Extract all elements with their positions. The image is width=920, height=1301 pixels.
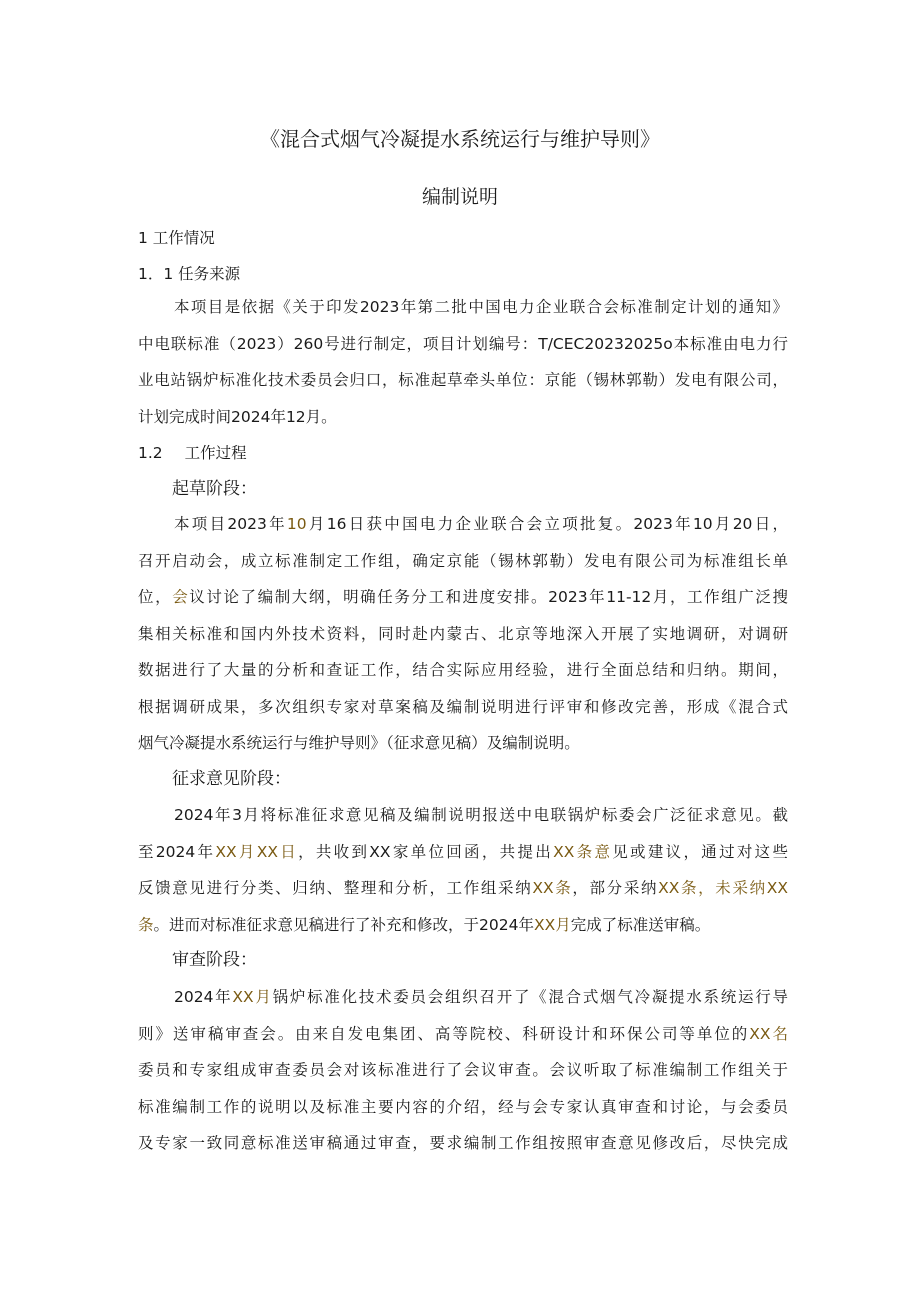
drafting-paragraph <box>138 506 788 762</box>
paragraph-line <box>138 579 788 616</box>
paragraph-line: 中电联标准（2023）260号进行制定，项目计划编号：T/CEC20232025o本标准由电力行 <box>138 334 788 353</box>
highlight-run: XX月XX日 <box>215 842 299 861</box>
highlight-run: XX条 <box>532 879 573 897</box>
paragraph-line <box>138 870 788 907</box>
task-source-paragraph <box>138 289 788 435</box>
consultation-paragraph <box>138 797 788 943</box>
text-run: 位， <box>138 588 173 606</box>
text-run: 完成了标准送审稿。 <box>570 915 711 934</box>
paragraph-line: 数据进行了大量的分析和查证工作，结合实际应用经验，进行全面总结和归纳。期间， <box>138 661 788 679</box>
paragraph-line: 委员和专家组成审查委员会对该标准进行了会议审查。会议听取了标准编制工作组关于 <box>138 1061 788 1079</box>
highlight-run: XX名 <box>749 1024 788 1043</box>
highlight-run: XX条，未采纳XX <box>658 879 788 897</box>
text-run: 至2024年 <box>138 842 216 861</box>
section-1-1-heading: 1．1 任务来源 <box>138 265 241 283</box>
text-run: ，共收到XX家单位回函，共提出 <box>298 842 554 861</box>
text-run: 反馈意见进行分类、归纳、整理和分析，工作组采纳 <box>138 879 533 897</box>
document-title: 《混合式烟气冷凝提水系统运行与维护导则》 <box>260 127 660 151</box>
paragraph-line: 业电站锅炉标准化技术委员会归口，标准起草牵头单位：京能（锡林郭勒）发电有限公司， <box>138 371 788 389</box>
text-run: 议讨论了编制大纲，明确任务分工和进度安排。2023年11-12月，工作组广泛搜 <box>189 588 788 606</box>
highlight-run: 条 <box>138 915 154 934</box>
paragraph-line: 烟气冷凝提水系统运行与维护导则》（征求意见稿）及编制说明。 <box>138 734 580 752</box>
consultation-stage-heading: 征求意见阶段： <box>172 769 291 789</box>
section-title: 工作过程 <box>184 444 247 462</box>
highlight-run: 会 <box>172 588 190 606</box>
highlight-run: XX月 <box>533 915 571 934</box>
paragraph-line: 根据调研成果，多次组织专家对草案稿及编制说明进行评审和修改完善，形成《混合式 <box>138 697 788 716</box>
text-run: 锅炉标准化技术委员会组织召开了《混合式烟气冷凝提水系统运行导 <box>272 988 788 1006</box>
paragraph-line: 召开启动会，成立标准制定工作组，确定京能（锡林郭勒）发电有限公司为标准组长单 <box>138 551 788 570</box>
text-run: 则》送审稿审查会。由来自发电集团、高等院校、科研设计和环保公司等单位的 <box>138 1024 750 1043</box>
paragraph-line <box>138 506 788 543</box>
paragraph-line <box>138 979 788 1016</box>
highlight-run: XX条意 <box>553 842 613 861</box>
paragraph-line <box>138 834 788 871</box>
text-run: 月16日获中国电力企业联合会立项批复。2023年10月20日， <box>306 515 788 533</box>
text-run: 。进而对标准征求意见稿进行了补充和修改，于2024年 <box>153 915 534 934</box>
review-paragraph <box>138 979 788 1162</box>
text-run: 见或建议，通过对这些 <box>612 842 788 861</box>
section-1-heading: 1 工作情况 <box>138 229 215 247</box>
highlight-run: 10 <box>286 515 307 533</box>
section-1-2-heading <box>138 441 247 465</box>
paragraph-line: 本项目是依据《关于印发2023年第二批中国电力企业联合会标准制定计划的通知》 <box>174 298 788 316</box>
text-run: ，部分采纳 <box>572 879 659 897</box>
section-number: 1.2 <box>138 444 163 462</box>
paragraph-line: 计划完成时间2024年12月。 <box>138 407 337 426</box>
drafting-stage-heading: 起草阶段： <box>172 479 257 499</box>
paragraph-line <box>138 907 788 944</box>
text-run: 本项目2023年 <box>174 515 287 533</box>
paragraph-line: 标准编制工作的说明以及标准主要内容的介绍，经与会专家认真审查和讨论，与会委员 <box>138 1097 788 1116</box>
document-subtitle: 编制说明 <box>421 186 498 208</box>
paragraph-line <box>138 1016 788 1053</box>
review-stage-heading: 审查阶段： <box>172 950 257 970</box>
paragraph-line: 及专家一致同意标准送审稿通过审查，要求编制工作组按照审查意见修改后，尽快完成 <box>138 1134 788 1152</box>
paragraph-line: 2024年3月将标准征求意见稿及编制说明报送中电联锅炉标委会广泛征求意见。截 <box>174 806 788 824</box>
paragraph-line: 集相关标准和国内外技术资料，同时赴内蒙古、北京等地深入开展了实地调研，对调研 <box>138 624 788 643</box>
text-run: 2024年 <box>174 988 233 1006</box>
highlight-run: XX月 <box>232 988 273 1006</box>
